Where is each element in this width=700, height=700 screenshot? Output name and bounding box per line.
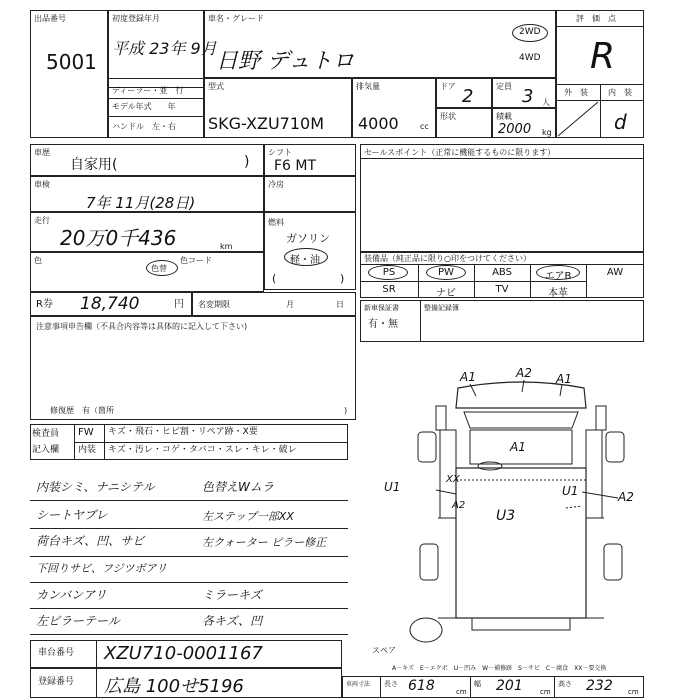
interior-label: 内 装	[608, 88, 632, 97]
recycle-label: R券	[36, 299, 53, 310]
records-box	[360, 300, 644, 342]
note-interior-stain: 内装シミ、ナニシテル	[36, 480, 155, 494]
front-wheel-right	[606, 432, 624, 462]
capacity-label: 定員	[496, 82, 512, 91]
note-left-quarter: 左クォーター ピラー修正	[202, 536, 327, 549]
capacity-unit: 人	[542, 98, 550, 107]
length-value: 618	[408, 678, 435, 694]
equip-ps: PS	[382, 267, 396, 278]
windshield	[464, 412, 578, 428]
mark-a1-roof: A1	[510, 440, 526, 454]
new-car-label: 新車保証書	[364, 304, 399, 312]
type-value: SKG-XZU710M	[208, 114, 324, 133]
usage-value: 自家用(	[70, 157, 118, 173]
spare-label: スペア	[372, 646, 396, 655]
displacement-unit: cc	[420, 122, 429, 131]
note-seat-tear: シートヤブレ	[36, 508, 108, 522]
notes-label: 注意事項申告欄（不具合内容等は具体的に記入して下さい)	[36, 322, 248, 331]
car-diagram	[396, 368, 646, 648]
doors-value: 2	[462, 86, 474, 107]
drive-2wd: 2WD	[519, 27, 541, 37]
note-various-scratch: 各キズ、凹	[202, 614, 263, 628]
rear-wheel-right	[604, 544, 622, 580]
cab-side-right	[586, 430, 602, 518]
equip-leather: 本革	[548, 288, 568, 299]
repair-close: )	[344, 406, 348, 415]
spare-tire	[410, 618, 442, 642]
height-unit: cm	[628, 688, 639, 696]
width-label: 幅	[474, 680, 481, 688]
front-wheel-left	[418, 432, 436, 462]
displacement-label: 排気量	[356, 82, 380, 91]
fuel-label: 燃料	[268, 218, 284, 227]
inspector-label: 検査員	[32, 429, 60, 439]
note-mirror-scratch: ミラーキズ	[202, 588, 262, 602]
interior-options: キズ・汚レ・コゲ・タバコ・スレ・キレ・破レ	[108, 445, 297, 455]
equipment-label: 装備品（純正品に限り○印をつけてください）	[364, 254, 531, 263]
color-change-label: 色替	[151, 264, 167, 273]
note-signboard: カンバンアリ	[36, 588, 107, 602]
fw-label: FW	[78, 427, 94, 438]
inspection-label: 車検	[34, 180, 50, 189]
mark-xx-left: XX	[446, 474, 460, 485]
selling-points-box	[360, 144, 644, 252]
load-value: 2000	[498, 122, 532, 137]
fuel-value: ガソリン	[286, 232, 330, 245]
recycle-value: 18,740	[80, 294, 140, 314]
mark-u1-left: U1	[384, 480, 401, 494]
load-unit: kg	[542, 128, 552, 137]
mark-a2-left: A2	[452, 500, 466, 511]
first-reg-value: 平成 23年 9月	[112, 39, 217, 58]
damage-legend: A－キズ E－エクボ U－凹み W－補修跡 S－サビ C－腐食 XX－要交換	[392, 665, 607, 672]
lot-number: 5001	[46, 50, 97, 74]
inspection-value: 7年 11月(28日)	[86, 194, 196, 212]
model-year-label: モデル年式 年	[112, 102, 176, 111]
shift-label: シフト	[268, 148, 292, 157]
chassis-value: XZU710-0001167	[104, 643, 263, 664]
mark-u3-bed: U3	[496, 508, 516, 524]
color-label: 色	[34, 256, 42, 265]
dims-title: 車両寸法	[346, 681, 371, 688]
color-box	[30, 252, 264, 292]
type-label: 型式	[208, 82, 224, 91]
note-underbody-rust: 下回りサビ、フジツボアリ	[36, 562, 168, 575]
new-car-value: 有・無	[368, 319, 398, 330]
mileage-value: 20万0千436	[60, 226, 177, 250]
capacity-value: 3	[522, 86, 534, 107]
mark-a2-right: A2	[618, 490, 634, 504]
equip-airbag: エアB	[544, 271, 572, 282]
dealer-label: ディーラー・並 行	[112, 86, 184, 95]
notes-box	[30, 316, 356, 420]
height-label: 高さ	[558, 680, 572, 688]
fuel-sub: 軽・油	[290, 255, 320, 266]
equip-abs: ABS	[492, 267, 512, 278]
mirror-left	[436, 406, 446, 430]
mark-a1-front-left: A1	[460, 370, 476, 384]
exterior-slash	[556, 100, 600, 138]
name-change-label: 名変期限	[198, 300, 230, 309]
displacement-value: 4000	[358, 114, 399, 133]
rear-bumper	[472, 618, 570, 630]
fuel-paren-open: (	[272, 272, 277, 285]
note-left-step: 左ステップ一部XX	[202, 510, 294, 523]
ac-label: 冷房	[268, 180, 284, 189]
fuel-paren-close: )	[340, 272, 345, 285]
height-value: 232	[586, 678, 613, 694]
model-value: 日野 デュトロ	[216, 49, 355, 74]
repair-label: 修復歴 有（箇所	[50, 406, 114, 415]
mark-a1-front-right: A1	[556, 372, 572, 386]
load-label: 積載	[496, 112, 512, 121]
lot-box	[30, 10, 108, 138]
width-unit: cm	[540, 688, 551, 696]
usage-label: 車歴	[34, 148, 50, 157]
lot-label: 出品番号	[34, 14, 66, 23]
rear-wheel-left	[420, 544, 438, 580]
usage-box	[30, 144, 264, 176]
month-label: 月	[286, 300, 294, 309]
note-left-pillar: 左ピラーテール	[36, 614, 120, 628]
handle-label: ハンドル 左・右	[112, 122, 176, 131]
mileage-label: 走行	[34, 216, 50, 225]
usage-close: )	[244, 154, 250, 170]
shift-value: F6 MT	[274, 158, 317, 174]
mark-u1-right: U1	[562, 484, 579, 498]
exterior-label: 外 装	[564, 88, 588, 97]
drive-4wd: 4WD	[519, 53, 541, 63]
record-field-label: 記入欄	[32, 445, 60, 455]
model-label: 車名・グレード	[208, 14, 264, 23]
mark-a2-front: A2	[516, 366, 532, 380]
plate-value: 広島 100せ5196	[104, 676, 244, 697]
interior-value: d	[614, 110, 627, 134]
selling-points-label: セールスポイント（正常に機能するものに限ります）	[364, 148, 556, 157]
equip-aw: AW	[606, 267, 624, 278]
mirror-right	[596, 406, 606, 430]
interior-row-label: 内装	[78, 445, 97, 455]
length-label: 長さ	[384, 680, 398, 688]
fw-options: キズ・飛石・ヒビ割・リペア跡・X要	[108, 427, 258, 437]
equip-navi: ナビ	[436, 288, 456, 299]
equip-pw: PW	[438, 267, 454, 278]
recycle-unit: 円	[174, 299, 184, 310]
note-cargo-damage: 荷台キズ、凹、サビ	[36, 534, 145, 548]
color-code-label: 色コード	[180, 256, 212, 265]
equip-sr: SR	[382, 284, 396, 295]
mileage-unit: km	[220, 242, 233, 251]
note-color-change: 色替えWムラ	[202, 480, 274, 494]
doors-label: ドア	[440, 82, 456, 91]
eval-value: R	[590, 36, 616, 77]
chassis-label: 車台番号	[38, 648, 75, 658]
eval-label: 評 価 点	[576, 14, 616, 23]
first-reg-label: 初度登録年月	[112, 14, 160, 23]
equip-tv: TV	[495, 284, 509, 295]
length-unit: cm	[456, 688, 467, 696]
day-label: 日	[336, 300, 344, 309]
shape-label: 形状	[440, 112, 456, 121]
plate-label: 登録番号	[38, 677, 75, 687]
width-value: 201	[496, 678, 523, 694]
record-label: 整備記録簿	[424, 304, 459, 312]
